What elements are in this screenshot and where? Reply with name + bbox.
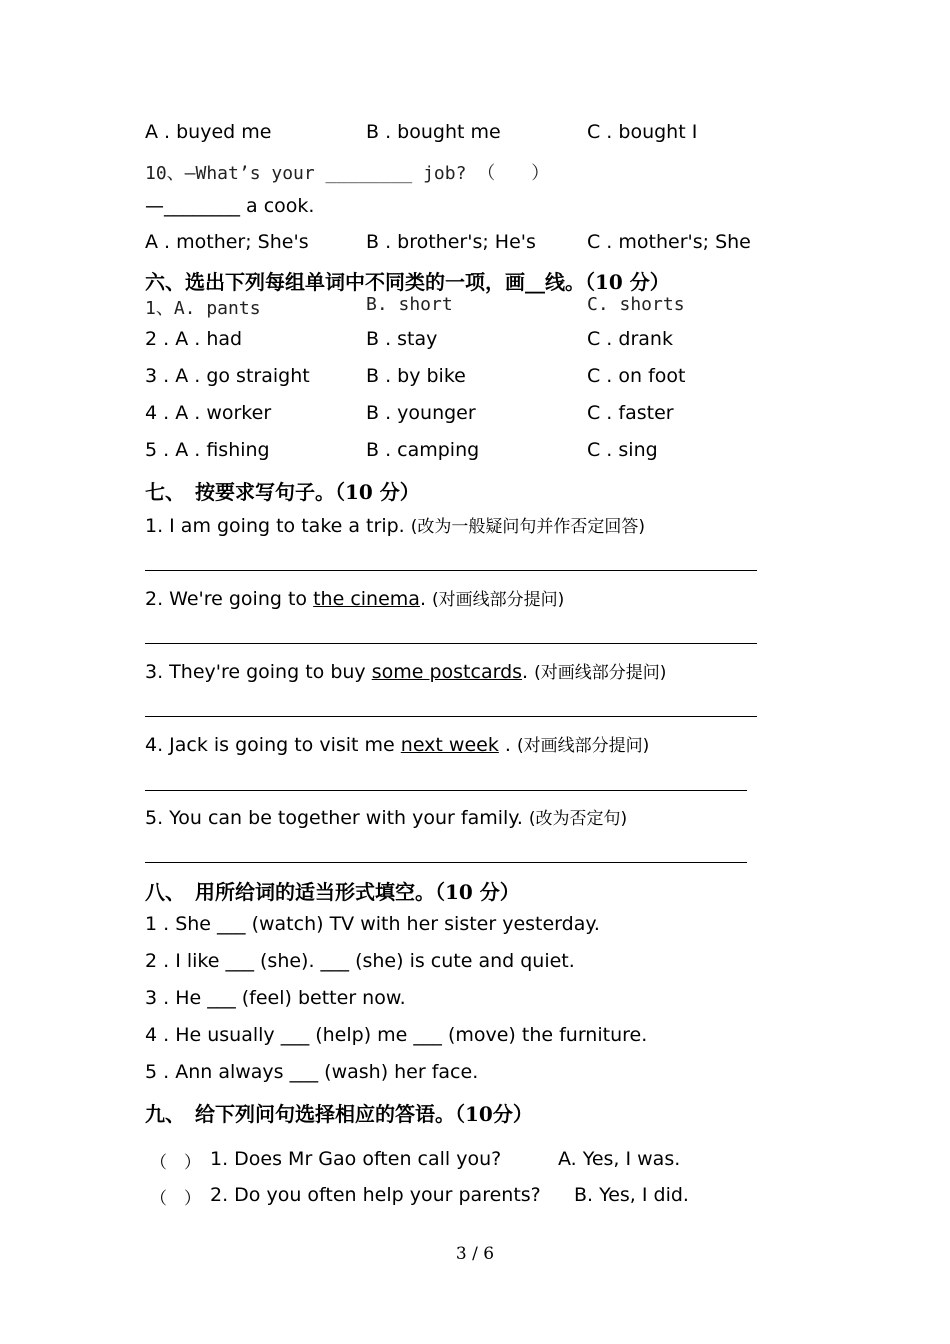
s6-row1-b: B. short <box>366 294 453 315</box>
s6-row4-c: C . faster <box>587 402 674 424</box>
s6-row3-c: C . on foot <box>587 365 686 387</box>
q9-option-c: C . bought I <box>587 121 698 143</box>
s6-row1-a: 1、A. pants <box>145 298 261 319</box>
s6-row5-c: C . sing <box>587 439 658 461</box>
s7-item2-text: 2. We're going to <box>145 588 314 610</box>
s9-item1-bracket: （ ） <box>150 1153 201 1173</box>
s7-item4-text: 4. Jack is going to visit me <box>145 734 401 756</box>
s9-item1-question: 1. Does Mr Gao often call you? <box>210 1148 502 1170</box>
s6-row5-a: 5 . A . fishing <box>145 439 270 461</box>
section9-title: 九、 给下列问句选择相应的答语。（10分） <box>145 1102 533 1126</box>
s7-item2 <box>145 585 564 610</box>
s7-item2-underlined: the cinema <box>313 588 420 610</box>
s7-answer-line-4 <box>145 790 747 791</box>
s7-item4 <box>145 731 649 756</box>
s7-answer-line-1 <box>145 570 757 571</box>
s9-item1-answer: A. Yes, I was. <box>558 1148 681 1170</box>
s6-row2-a: 2 . A . had <box>145 328 243 350</box>
s7-item3-post: . <box>522 661 535 683</box>
s9-item2-bracket: （ ） <box>150 1189 201 1209</box>
s7-item5-text: 5. You can be together with your family. <box>145 807 529 829</box>
section8-title: 八、 用所给词的适当形式填空。（10 分） <box>145 880 520 904</box>
q9-option-a: A . buyed me <box>145 121 272 143</box>
s7-item3-text: 3. They're going to buy <box>145 661 372 683</box>
s7-item5-note: (改为否定句) <box>528 809 628 829</box>
s7-item4-post: . <box>498 734 517 756</box>
s7-item1 <box>145 512 645 537</box>
s6-row1-c: C. shorts <box>587 294 685 315</box>
s8-item5: 5 . Ann always ___ (wash) her face. <box>145 1061 479 1083</box>
s7-item3 <box>145 658 666 683</box>
q10-option-a: A . mother; She's <box>145 231 309 253</box>
s6-row3-a: 3 . A . go straight <box>145 365 310 387</box>
q10-option-b: B . brother's; He's <box>366 231 536 253</box>
s8-item3: 3 . He ___ (feel) better now. <box>145 987 406 1009</box>
s6-row2-c: C . drank <box>587 328 673 350</box>
s8-item4: 4 . He usually ___ (help) me ___ (move) the furniture. <box>145 1024 648 1046</box>
s7-answer-line-2 <box>145 643 757 644</box>
q10-answer: —________ a cook. <box>145 195 315 217</box>
s6-row4-a: 4 . A . worker <box>145 402 272 424</box>
s7-item3-note: (对画线部分提问) <box>534 663 667 683</box>
s7-item4-note: (对画线部分提问) <box>516 736 650 756</box>
s6-row4-b: B . younger <box>366 402 476 424</box>
s7-item4-underlined: next week <box>400 734 499 756</box>
s7-item2-post: . <box>419 588 433 610</box>
s7-item1-text: 1. I am going to take a trip. <box>145 515 411 537</box>
s9-item2-question: 2. Do you often help your parents? <box>210 1184 541 1206</box>
section7-title: 七、 按要求写句子。（10 分） <box>145 480 420 504</box>
q9-option-b: B . bought me <box>366 121 501 143</box>
s7-item3-underlined: some postcards <box>371 661 523 683</box>
s6-row5-b: B . camping <box>366 439 480 461</box>
s7-item5 <box>145 804 627 829</box>
s6-row2-b: B . stay <box>366 328 438 350</box>
q10-question: 10、—What’s your ________ job? （ ） <box>145 163 550 184</box>
s7-item2-note: (对画线部分提问) <box>432 590 565 610</box>
s9-item2-answer: B. Yes, I did. <box>574 1184 689 1206</box>
s7-answer-line-5 <box>145 862 747 863</box>
page-number: 3 / 6 <box>455 1244 495 1264</box>
s7-answer-line-3 <box>145 716 757 717</box>
q10-option-c: C . mother's; She <box>587 231 751 253</box>
s6-row3-b: B . by bike <box>366 365 466 387</box>
section6-title: 六、选出下列每组单词中不同类的一项，画__线。（10 分） <box>145 270 670 294</box>
s7-item1-note: (改为一般疑问句并作否定回答) <box>410 517 645 537</box>
s8-item1: 1 . She ___ (watch) TV with her sister yesterday. <box>145 913 600 935</box>
s8-item2: 2 . I like ___ (she). ___ (she) is cute and quiet. <box>145 950 575 972</box>
